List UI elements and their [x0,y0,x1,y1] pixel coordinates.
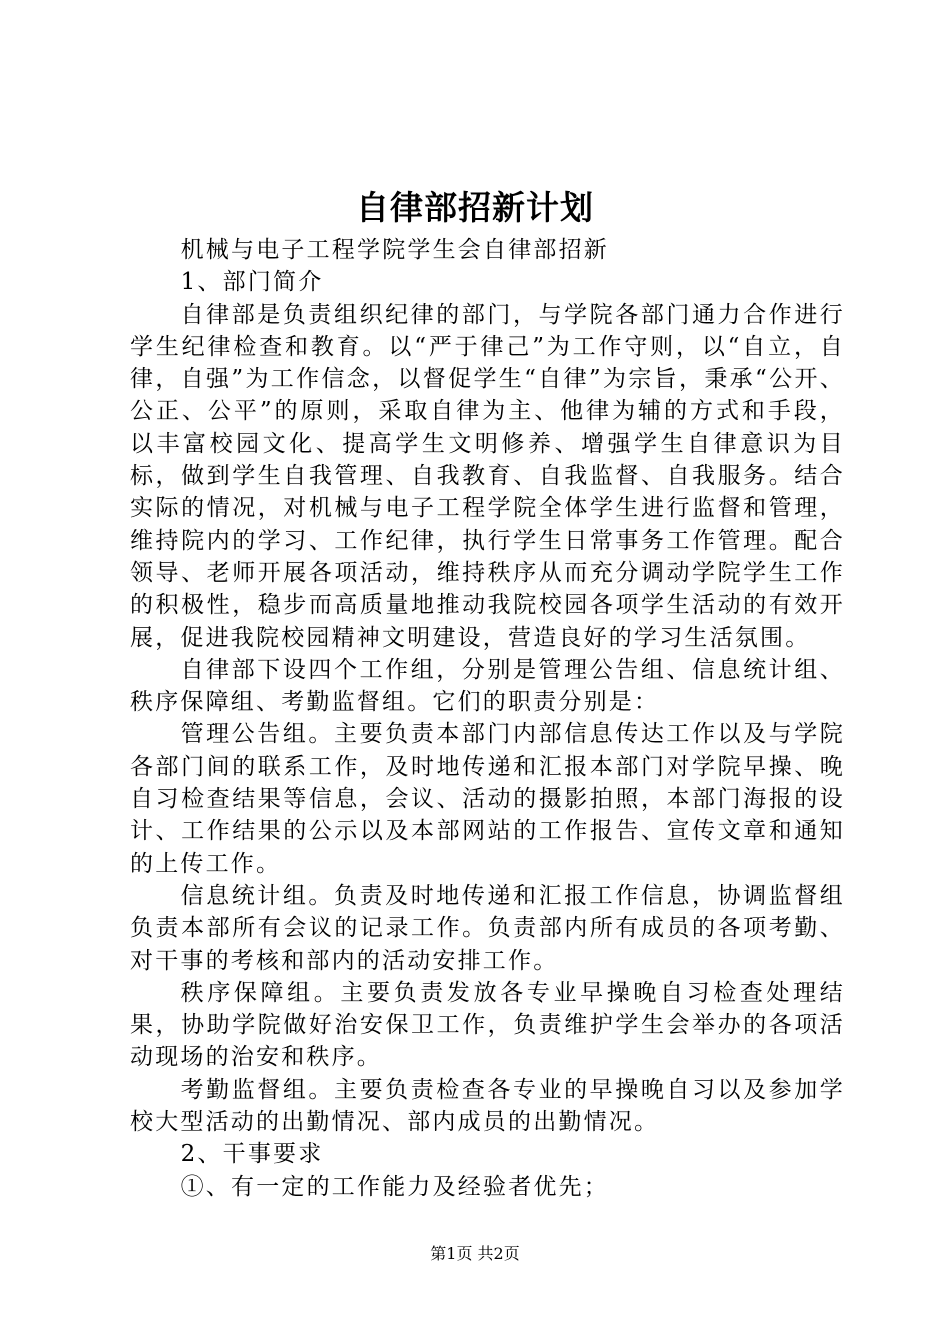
paragraph-attendance-group: 考勤监督组。主要负责检查各专业的早操晚自习以及参加学校大型活动的出勤情况、部内成员的出勤情况。 [130,1076,845,1136]
paragraph-stats-group: 信息统计组。负责及时地传递和汇报工作信息，协调监督组负责本部所有会议的记录工作。负责部内所有成员的各项考勤、对干事的考核和部内的活动安排工作。 [130,882,845,974]
paragraph-requirement-1: ①、有一定的工作能力及经验者优先； [180,1173,609,1200]
paragraph-subtitle: 机械与电子工程学院学生会自律部招新 [180,237,609,263]
document-title: 自律部招新计划 [356,188,594,227]
paragraph-order-group: 秩序保障组。主要负责发放各专业早操晚自习检查处理结果，协助学院做好治安保卫工作，负责维护学生会举办的各项活动现场的治安和秩序。 [130,979,845,1071]
paragraph-groups: 自律部下设四个工作组，分别是管理公告组、信息统计组、秩序保障组、考勤监督组。它们的职责分别是： [130,656,845,716]
paragraph-intro: 自律部是负责组织纪律的部门，与学院各部门通力合作进行学生纪律检查和教育。以“严于律己”为工作守则，以“自立，自律，自强”为工作信念，以督促学生“自律”为宗旨，秉承“公开、公正、公平”的原则，采取自律为主、他律为辅的方式和手段，以丰富校园文化、提高学生文明修养、增强学生自律意识为目标，做到学生自我管理、自我教育、自我监督、自我服务。结合实际的情况，对机械与电子工程学院全体学生进行监督和管理，维持院内的学习、工作纪律，执行学生日常事务工作管理。配合领导、老师开展各项活动，维持秩序从而充分调动学院学生工作的积极性，稳步而高质量地推动我院校园各项学生活动的有效开展，促进我院校园精神文明建设，营造良好的学习生活氛围。 [130,301,845,651]
section-heading-intro: 1、部门简介 [180,269,324,296]
page-footer: 第1页 共2页 [430,1244,520,1263]
paragraph-notice-group: 管理公告组。主要负责本部门内部信息传达工作以及与学院各部门间的联系工作，及时地传递和汇报本部门对学院早操、晚自习检查结果等信息，会议、活动的摄影拍照，本部门海报的设计、工作结果的公示以及本部网站的工作报告、宣传文章和通知的上传工作。 [130,721,845,877]
section-heading-requirements: 2、干事要求 [180,1141,324,1168]
document-body [130,234,845,1203]
